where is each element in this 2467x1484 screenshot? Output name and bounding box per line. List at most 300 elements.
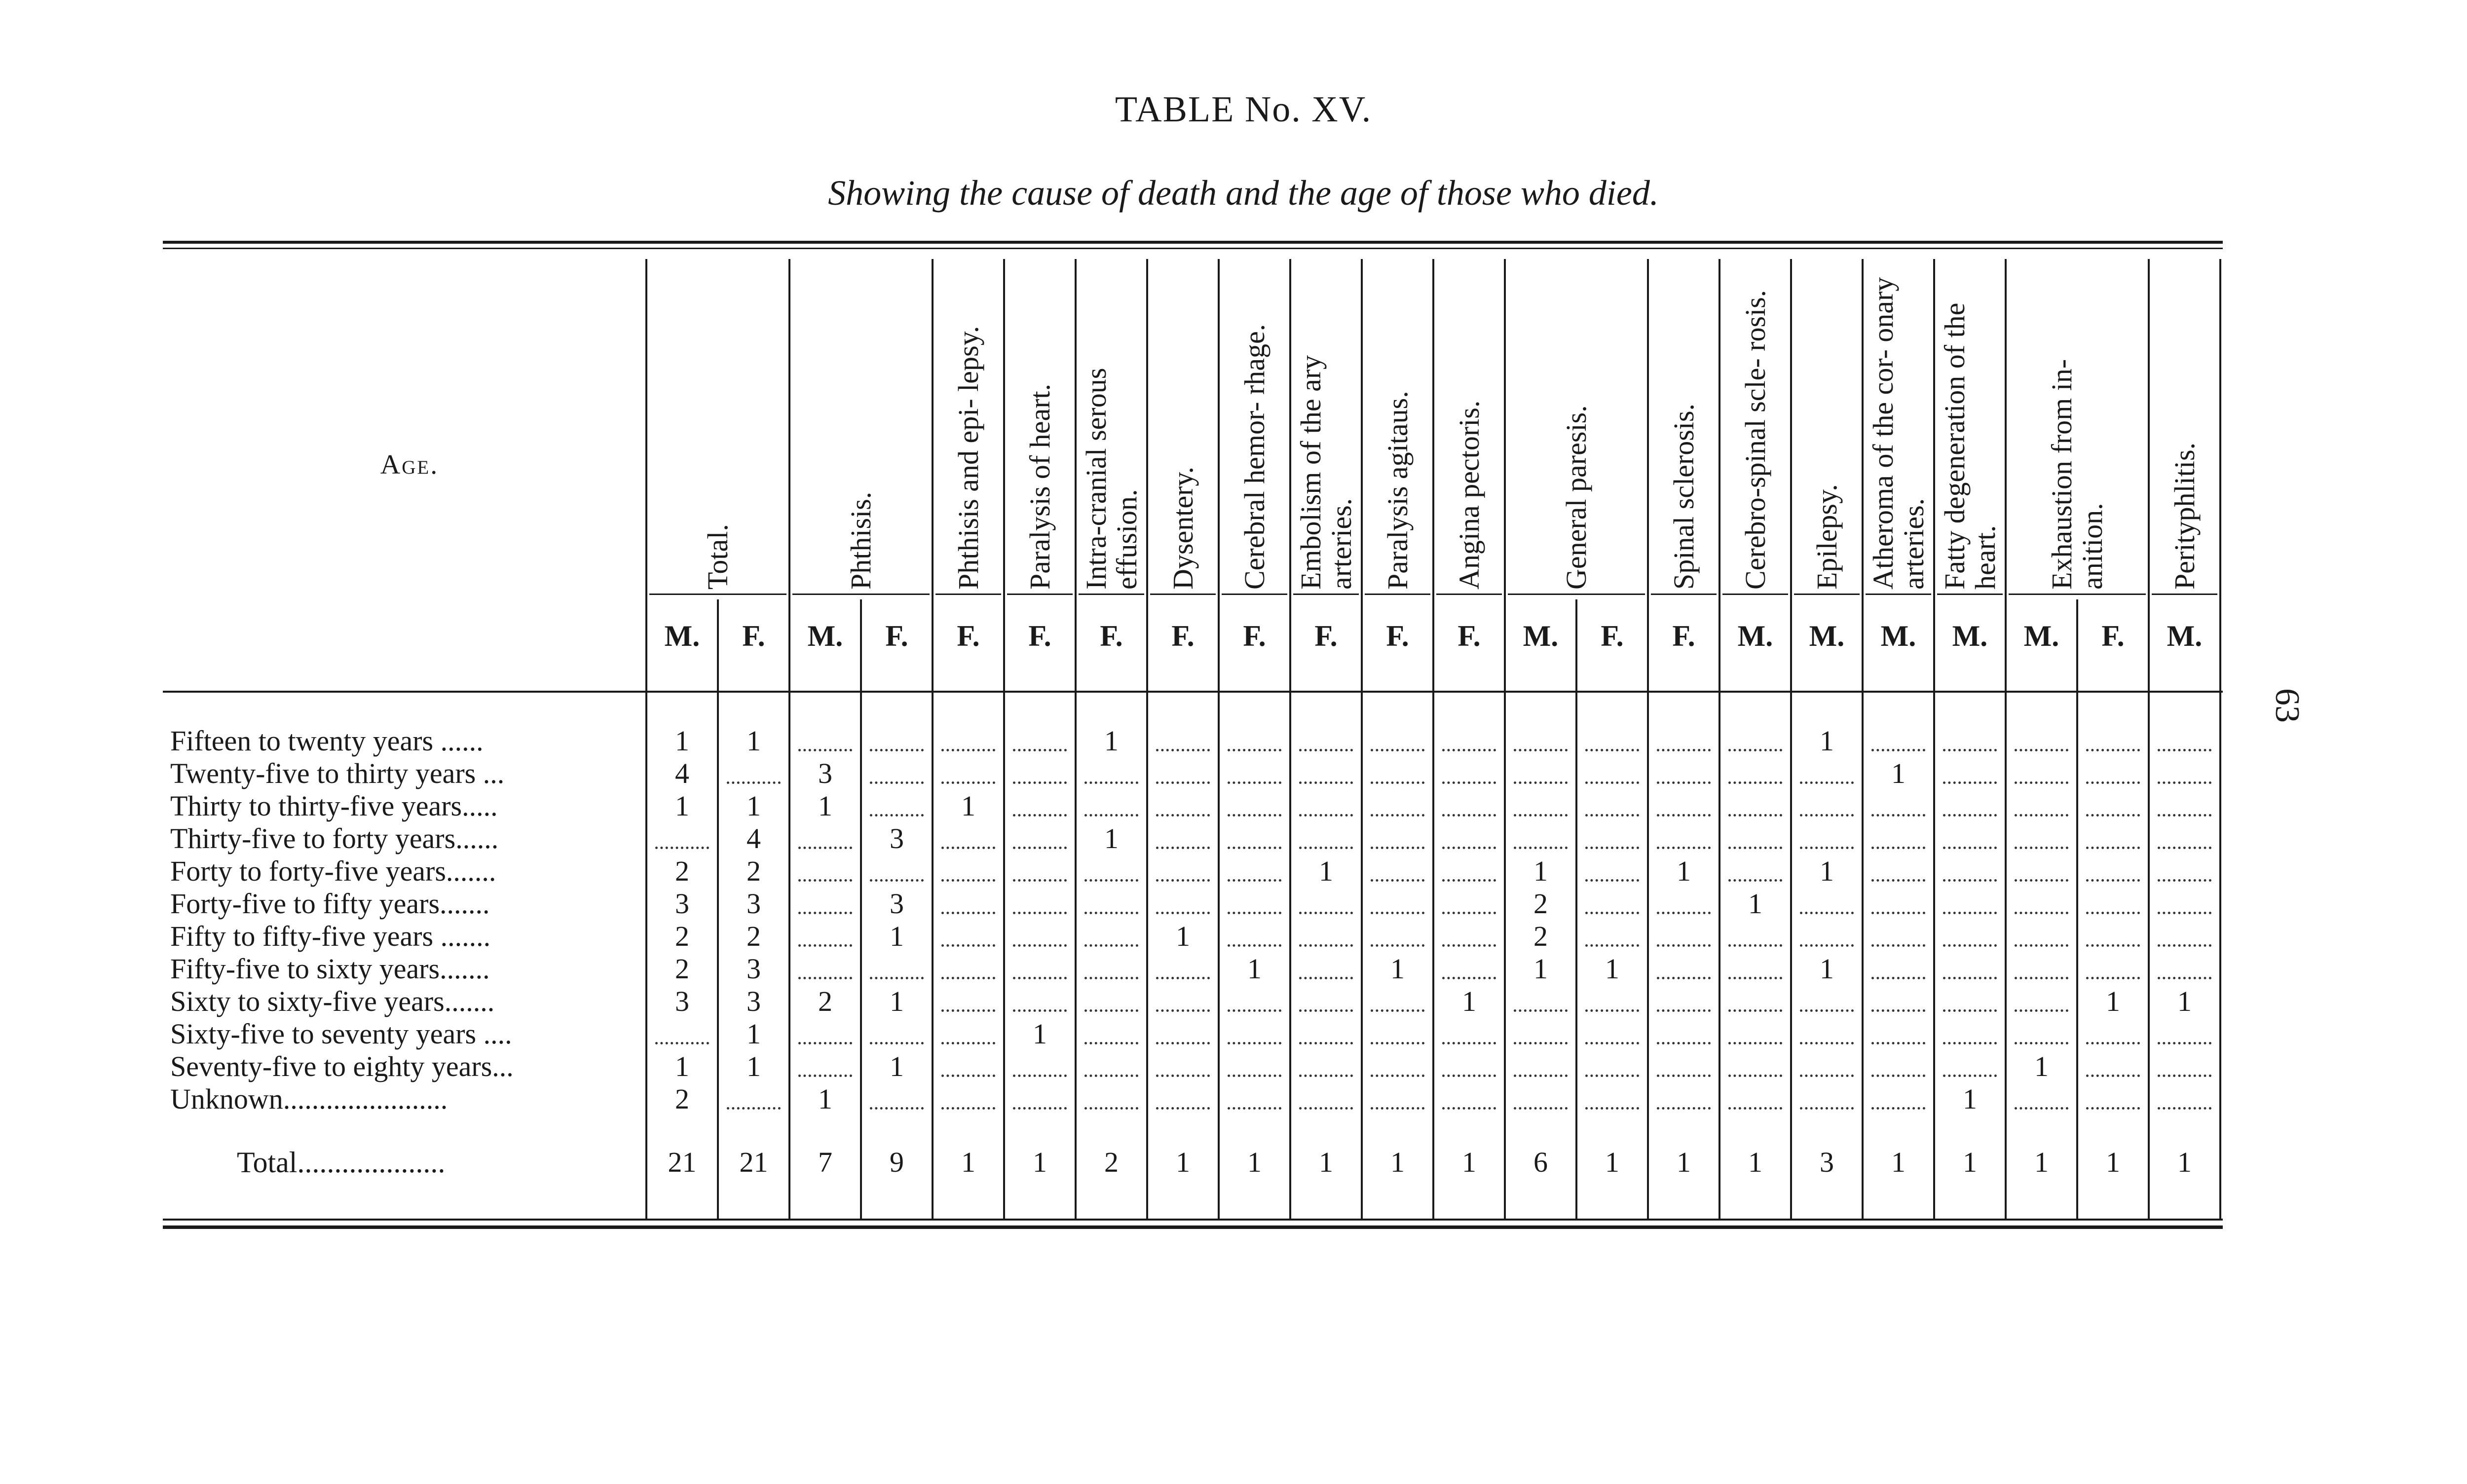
leader-dots — [1943, 912, 1997, 914]
table-cell: 1 — [747, 790, 761, 822]
leader-dots — [1084, 781, 1138, 784]
leader-dots — [1657, 1075, 1711, 1077]
leader-dots — [1228, 944, 1281, 947]
leader-dots — [2015, 814, 2068, 816]
total-cell: 9 — [890, 1146, 904, 1178]
column-group-header: Paralysis of heart. — [1023, 383, 1056, 590]
top-rule-1 — [163, 241, 2223, 244]
table-cell: 1 — [890, 920, 904, 952]
page-number: 63 — [2268, 688, 2306, 723]
sex-header: M. — [1880, 620, 1916, 652]
leader-dots — [1156, 1075, 1210, 1077]
leader-dots — [1800, 1075, 1854, 1077]
leader-dots — [1013, 749, 1067, 751]
table-cell: 1 — [1748, 888, 1762, 920]
table-cell: 1 — [1891, 757, 1906, 789]
leader-dots — [1943, 977, 1997, 979]
leader-dots — [1657, 1009, 1711, 1012]
leader-dots — [1585, 1042, 1639, 1044]
row-age-label: Forty-five to fifty years....... — [170, 888, 490, 920]
leader-dots — [2015, 1107, 2068, 1110]
group-header-rule — [1222, 594, 1287, 595]
leader-dots — [798, 749, 852, 751]
leader-dots — [1657, 1042, 1711, 1044]
group-header-rule — [1937, 594, 2003, 595]
leader-dots — [1943, 781, 1997, 784]
group-header-rule — [649, 594, 786, 595]
column-group-header: Spinal sclerosis. — [1667, 404, 1700, 590]
leader-dots — [1871, 879, 1925, 882]
leader-dots — [1871, 1042, 1925, 1044]
bottom-rule-1 — [163, 1219, 2223, 1221]
leader-dots — [1657, 847, 1711, 849]
column-divider — [1361, 259, 1363, 1219]
leader-dots — [1084, 1042, 1138, 1044]
table-cell: 1 — [1820, 953, 1834, 985]
leader-dots — [2158, 912, 2211, 914]
table-cell: 1 — [2177, 985, 2192, 1017]
table-cell: 1 — [1605, 953, 1619, 985]
column-group-header: Intra-cranial serous effusion. — [1080, 368, 1143, 590]
total-cell: 6 — [1533, 1146, 1548, 1178]
leader-dots — [941, 879, 995, 882]
column-divider — [1933, 259, 1935, 1219]
leader-dots — [941, 977, 995, 979]
column-group-header: Paralysis agitaus. — [1381, 391, 1414, 590]
total-cell: 1 — [1677, 1146, 1691, 1178]
leader-dots — [1228, 847, 1281, 849]
leader-dots — [1442, 814, 1496, 816]
sex-header: F. — [1386, 620, 1409, 652]
column-group-header: Dysentery. — [1166, 466, 1199, 590]
leader-dots — [2086, 847, 2140, 849]
total-cell: 1 — [1390, 1146, 1405, 1178]
column-divider — [1647, 259, 1649, 1219]
table-cell: 1 — [747, 725, 761, 757]
leader-dots — [798, 847, 852, 849]
sex-header: F. — [1672, 620, 1695, 652]
column-group-header: Epilepsy. — [1810, 484, 1843, 590]
sex-header: F. — [1601, 620, 1624, 652]
table-title: TABLE No. XV. — [1115, 89, 1372, 130]
leader-dots — [1371, 749, 1424, 751]
leader-dots — [1657, 814, 1711, 816]
leader-dots — [2086, 977, 2140, 979]
leader-dots — [798, 944, 852, 947]
leader-dots — [2158, 977, 2211, 979]
total-cell: 1 — [1748, 1146, 1762, 1178]
column-group-header: Phthisis. — [845, 491, 877, 590]
subhead-rule — [163, 691, 2223, 693]
leader-dots — [1943, 1075, 1997, 1077]
leader-dots — [2086, 749, 2140, 751]
leader-dots — [2086, 1042, 2140, 1044]
leader-dots — [2158, 1107, 2211, 1110]
sex-header: F. — [1243, 620, 1266, 652]
leader-dots — [1585, 1075, 1639, 1077]
leader-dots — [2158, 879, 2211, 882]
column-group-header: Angina pectoris. — [1453, 400, 1485, 590]
column-group-header: Cerebro-spinal scle- rosis. — [1739, 290, 1771, 590]
group-header-rule — [1508, 594, 1645, 595]
leader-dots — [2158, 749, 2211, 751]
leader-dots — [1943, 749, 1997, 751]
leader-dots — [1299, 1009, 1353, 1012]
column-group-header: Embolism of the ary arteries. — [1294, 355, 1357, 590]
leader-dots — [1084, 879, 1138, 882]
leader-dots — [1442, 1075, 1496, 1077]
group-header-rule — [1866, 594, 1931, 595]
leader-dots — [941, 781, 995, 784]
leader-dots — [1585, 749, 1639, 751]
leader-dots — [870, 781, 924, 784]
leader-dots — [1371, 944, 1424, 947]
leader-dots — [1442, 749, 1496, 751]
leader-dots — [2086, 1075, 2140, 1077]
row-age-label: Fifty-five to sixty years....... — [170, 953, 490, 985]
leader-dots — [1228, 1009, 1281, 1012]
leader-dots — [1156, 847, 1210, 849]
table-cell: 3 — [890, 888, 904, 920]
leader-dots — [941, 1042, 995, 1044]
leader-dots — [798, 1075, 852, 1077]
leader-dots — [727, 781, 781, 784]
total-cell: 1 — [1891, 1146, 1906, 1178]
table-cell: 1 — [675, 1050, 689, 1082]
total-cell: 21 — [668, 1146, 697, 1178]
sex-header: M. — [807, 620, 843, 652]
leader-dots — [1943, 847, 1997, 849]
leader-dots — [1228, 912, 1281, 914]
leader-dots — [1657, 944, 1711, 947]
leader-dots — [1013, 912, 1067, 914]
table-cell: 1 — [1533, 855, 1548, 887]
leader-dots — [655, 847, 709, 849]
row-age-label: Fifteen to twenty years ...... — [170, 725, 484, 757]
leader-dots — [2015, 977, 2068, 979]
total-cell: 1 — [961, 1146, 975, 1178]
column-divider — [2148, 259, 2150, 1219]
leader-dots — [1084, 1009, 1138, 1012]
column-group-header: Total. — [702, 524, 734, 590]
table-cell: 1 — [1533, 953, 1548, 985]
sex-header: F. — [1314, 620, 1338, 652]
leader-dots — [1084, 944, 1138, 947]
column-divider — [1003, 259, 1005, 1219]
table-cell: 4 — [747, 822, 761, 854]
leader-dots — [1442, 944, 1496, 947]
leader-dots — [655, 1042, 709, 1044]
leader-dots — [1013, 977, 1067, 979]
leader-dots — [1800, 814, 1854, 816]
leader-dots — [1084, 1075, 1138, 1077]
leader-dots — [2015, 912, 2068, 914]
table-cell: 3 — [818, 757, 832, 789]
leader-dots — [1228, 1042, 1281, 1044]
leader-dots — [1228, 1075, 1281, 1077]
leader-dots — [1299, 847, 1353, 849]
leader-dots — [1728, 1107, 1782, 1110]
table-cell: 1 — [961, 790, 975, 822]
table-cell: 1 — [2106, 985, 2120, 1017]
leader-dots — [1156, 781, 1210, 784]
leader-dots — [1013, 1075, 1067, 1077]
row-age-label: Sixty-five to seventy years .... — [170, 1018, 512, 1050]
table-cell: 1 — [675, 790, 689, 822]
leader-dots — [1514, 1075, 1568, 1077]
leader-dots — [870, 1107, 924, 1110]
sex-header: F. — [742, 620, 765, 652]
sex-divider — [2076, 599, 2078, 1219]
leader-dots — [1299, 977, 1353, 979]
sex-header: M. — [1952, 620, 1988, 652]
total-cell: 1 — [1319, 1146, 1333, 1178]
group-header-rule — [792, 594, 930, 595]
leader-dots — [941, 944, 995, 947]
row-age-label: Seventy-five to eighty years... — [170, 1050, 514, 1082]
group-header-rule — [1150, 594, 1216, 595]
sex-header: F. — [2101, 620, 2125, 652]
table-cell: 1 — [1390, 953, 1405, 985]
sex-header: F. — [885, 620, 908, 652]
column-divider — [1504, 259, 1506, 1219]
total-cell: 1 — [1247, 1146, 1262, 1178]
table-cell: 1 — [818, 790, 832, 822]
total-cell: 1 — [1033, 1146, 1047, 1178]
row-age-label: Unknown....................... — [170, 1083, 448, 1115]
column-group-header: Phthisis and epi- lepsy. — [952, 326, 984, 590]
leader-dots — [1371, 847, 1424, 849]
group-header-rule — [1794, 594, 1860, 595]
leader-dots — [2015, 781, 2068, 784]
leader-dots — [798, 1042, 852, 1044]
leader-dots — [941, 1009, 995, 1012]
group-header-rule — [1651, 594, 1717, 595]
leader-dots — [1442, 1042, 1496, 1044]
leader-dots — [1943, 1009, 1997, 1012]
sex-header: F. — [1458, 620, 1481, 652]
leader-dots — [1514, 1042, 1568, 1044]
total-cell: 1 — [1462, 1146, 1476, 1178]
leader-dots — [870, 1042, 924, 1044]
leader-dots — [1657, 977, 1711, 979]
group-header-rule — [1722, 594, 1788, 595]
leader-dots — [1800, 781, 1854, 784]
leader-dots — [1228, 781, 1281, 784]
leader-dots — [1371, 781, 1424, 784]
leader-dots — [1943, 944, 1997, 947]
leader-dots — [1371, 879, 1424, 882]
leader-dots — [870, 977, 924, 979]
leader-dots — [1299, 781, 1353, 784]
leader-dots — [1442, 912, 1496, 914]
leader-dots — [1228, 814, 1281, 816]
leader-dots — [2158, 1075, 2211, 1077]
leader-dots — [1371, 912, 1424, 914]
leader-dots — [1013, 1009, 1067, 1012]
table-cell: 2 — [747, 920, 761, 952]
column-group-header: Exhaustion from in- anition. — [2046, 359, 2108, 590]
leader-dots — [1299, 1107, 1353, 1110]
leader-dots — [1013, 781, 1067, 784]
leader-dots — [1871, 977, 1925, 979]
leader-dots — [1800, 912, 1854, 914]
top-rule-2 — [163, 248, 2223, 249]
leader-dots — [1514, 1107, 1568, 1110]
leader-dots — [1871, 912, 1925, 914]
row-age-label: Thirty-five to forty years...... — [170, 822, 499, 854]
leader-dots — [941, 749, 995, 751]
table-cell: 3 — [675, 888, 689, 920]
column-divider — [2219, 259, 2221, 1219]
sex-header: F. — [1028, 620, 1051, 652]
leader-dots — [1156, 1009, 1210, 1012]
table-cell: 1 — [1677, 855, 1691, 887]
leader-dots — [1585, 781, 1639, 784]
column-divider — [1218, 259, 1220, 1219]
total-cell: 3 — [1820, 1146, 1834, 1178]
leader-dots — [798, 912, 852, 914]
leader-dots — [1442, 1107, 1496, 1110]
leader-dots — [1371, 1009, 1424, 1012]
table-cell: 1 — [1319, 855, 1333, 887]
leader-dots — [1585, 879, 1639, 882]
sex-header: F. — [1171, 620, 1195, 652]
leader-dots — [1657, 749, 1711, 751]
group-header-rule — [1079, 594, 1144, 595]
leader-dots — [1871, 944, 1925, 947]
leader-dots — [1514, 1009, 1568, 1012]
leader-dots — [1871, 749, 1925, 751]
leader-dots — [1228, 1107, 1281, 1110]
table-cell: 2 — [675, 855, 689, 887]
column-group-header: Fatty degeneration of the heart. — [1938, 302, 2001, 590]
table-cell: 1 — [1176, 920, 1190, 952]
sex-header: M. — [664, 620, 700, 652]
leader-dots — [1728, 1009, 1782, 1012]
leader-dots — [1371, 1042, 1424, 1044]
column-group-header: Cerebral hemor- rhage. — [1238, 324, 1271, 590]
leader-dots — [1013, 1107, 1067, 1110]
leader-dots — [2158, 1042, 2211, 1044]
sex-header: F. — [957, 620, 980, 652]
leader-dots — [2086, 879, 2140, 882]
leader-dots — [727, 1107, 781, 1110]
leader-dots — [1728, 1042, 1782, 1044]
row-age-label: Thirty to thirty-five years..... — [170, 790, 498, 822]
leader-dots — [2158, 814, 2211, 816]
leader-dots — [1156, 749, 1210, 751]
leader-dots — [1013, 847, 1067, 849]
table-cell: 3 — [675, 985, 689, 1017]
group-header-rule — [2009, 594, 2146, 595]
leader-dots — [1299, 1075, 1353, 1077]
table-cell: 2 — [747, 855, 761, 887]
leader-dots — [1156, 814, 1210, 816]
leader-dots — [1442, 781, 1496, 784]
table-cell: 3 — [890, 822, 904, 854]
leader-dots — [1514, 814, 1568, 816]
total-cell: 2 — [1104, 1146, 1119, 1178]
column-group-header: General paresis. — [1560, 405, 1592, 590]
table-cell: 3 — [747, 985, 761, 1017]
column-divider — [1719, 259, 1720, 1219]
table-cell: 3 — [747, 888, 761, 920]
sex-header: M. — [2023, 620, 2059, 652]
leader-dots — [1800, 1042, 1854, 1044]
leader-dots — [1657, 1107, 1711, 1110]
sex-header: M. — [1737, 620, 1773, 652]
bottom-rule-2 — [163, 1225, 2223, 1229]
table-cell: 1 — [1963, 1083, 1977, 1115]
table-cell: 1 — [1247, 953, 1262, 985]
leader-dots — [2086, 912, 2140, 914]
leader-dots — [1371, 814, 1424, 816]
leader-dots — [1871, 847, 1925, 849]
table-cell: 1 — [2034, 1050, 2049, 1082]
leader-dots — [1371, 1107, 1424, 1110]
sex-header: M. — [1809, 620, 1845, 652]
sex-header: M. — [2167, 620, 2203, 652]
table-cell: 2 — [1533, 920, 1548, 952]
leader-dots — [1585, 814, 1639, 816]
leader-dots — [1299, 814, 1353, 816]
leader-dots — [941, 1107, 995, 1110]
table-cell: 2 — [675, 953, 689, 985]
leader-dots — [2015, 1042, 2068, 1044]
age-column-header: Age. — [380, 449, 439, 480]
table-cell: 1 — [1104, 822, 1119, 854]
table-subtitle: Showing the cause of death and the age of those who died. — [828, 173, 1659, 213]
leader-dots — [1728, 847, 1782, 849]
table-cell: 1 — [1104, 725, 1119, 757]
row-age-label: Forty to forty-five years....... — [170, 855, 496, 887]
leader-dots — [1442, 977, 1496, 979]
leader-dots — [1156, 1042, 1210, 1044]
leader-dots — [941, 1075, 995, 1077]
leader-dots — [1156, 977, 1210, 979]
group-header-rule — [935, 594, 1001, 595]
leader-dots — [2015, 749, 2068, 751]
table-cell: 1 — [890, 985, 904, 1017]
leader-dots — [1084, 814, 1138, 816]
leader-dots — [1013, 814, 1067, 816]
leader-dots — [1442, 847, 1496, 849]
leader-dots — [1585, 944, 1639, 947]
leader-dots — [1871, 1107, 1925, 1110]
leader-dots — [1800, 847, 1854, 849]
leader-dots — [1299, 944, 1353, 947]
leader-dots — [1084, 977, 1138, 979]
leader-dots — [1514, 781, 1568, 784]
total-cell: 1 — [2034, 1146, 2049, 1178]
leader-dots — [1013, 944, 1067, 947]
table-cell: 1 — [1820, 725, 1834, 757]
group-header-rule — [1293, 594, 1359, 595]
table-cell: 1 — [1033, 1018, 1047, 1050]
leader-dots — [2158, 944, 2211, 947]
group-header-rule — [1365, 594, 1430, 595]
table-cell: 2 — [1533, 888, 1548, 920]
column-divider — [1432, 259, 1434, 1219]
table-cell: 1 — [747, 1018, 761, 1050]
leader-dots — [870, 814, 924, 816]
leader-dots — [1800, 1107, 1854, 1110]
row-age-label: Fifty to fifty-five years ....... — [170, 920, 491, 952]
leader-dots — [2015, 879, 2068, 882]
leader-dots — [1728, 879, 1782, 882]
leader-dots — [798, 977, 852, 979]
